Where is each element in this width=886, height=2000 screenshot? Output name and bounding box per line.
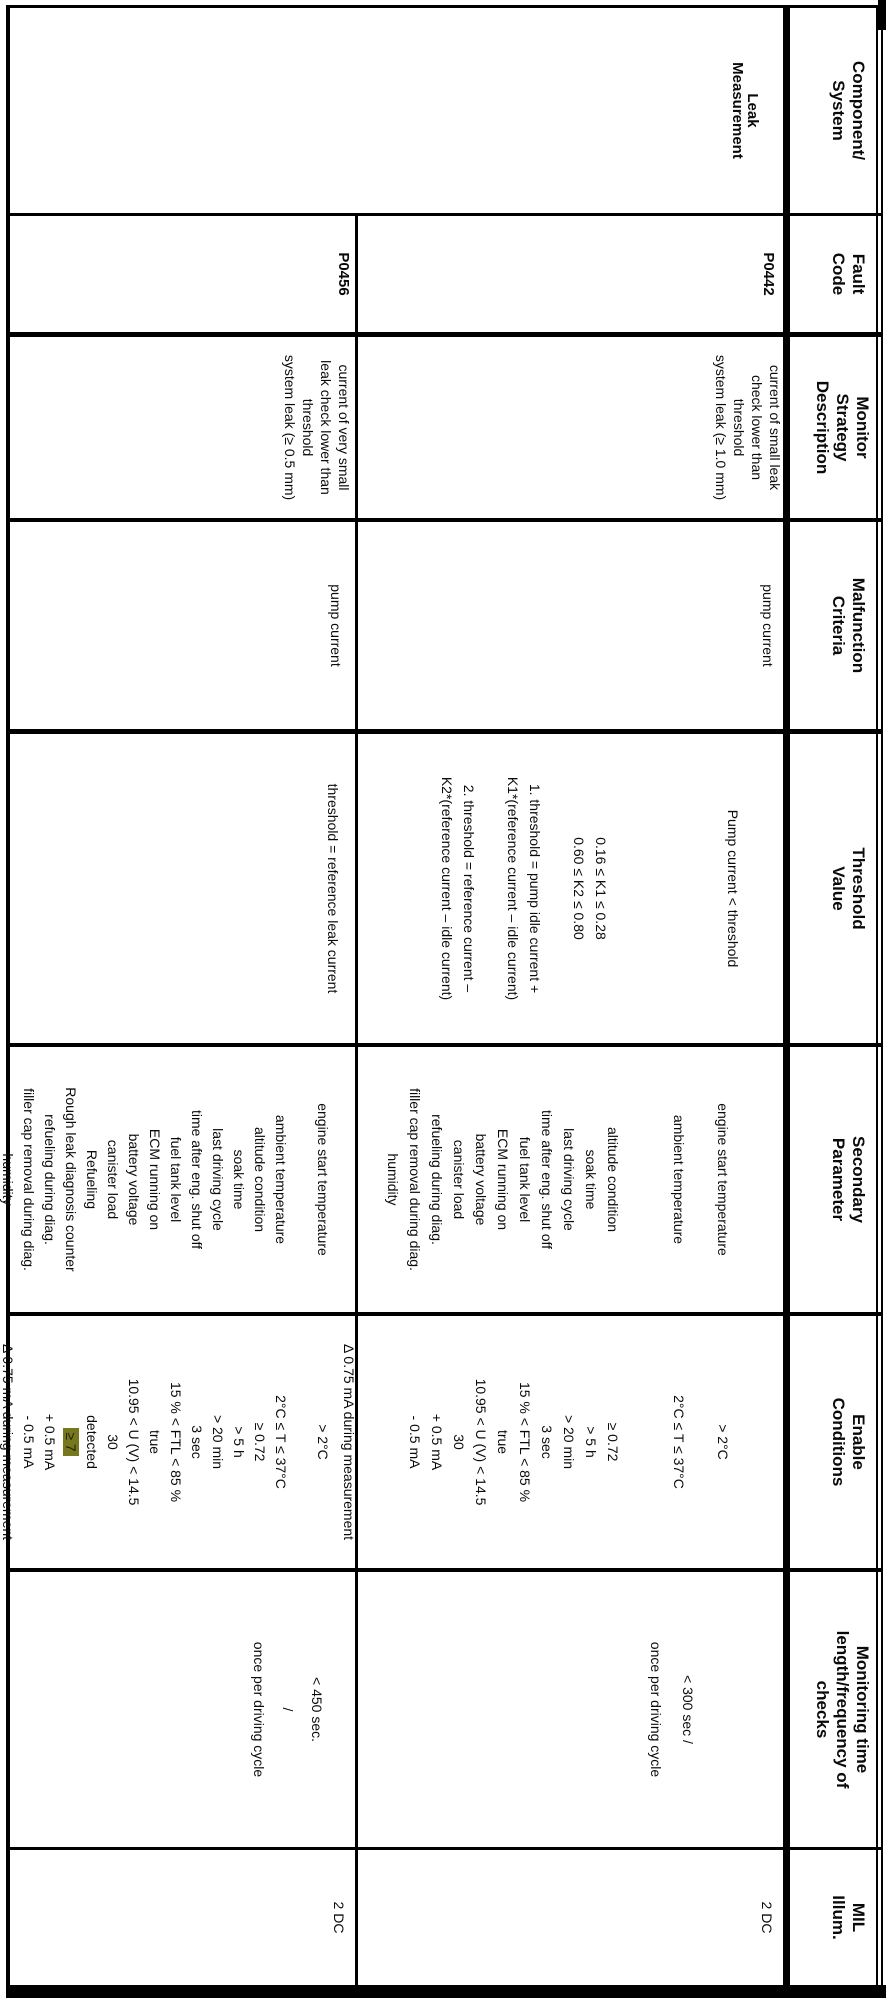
- table-text-line: detected: [84, 1415, 100, 1469]
- table-text-line: < 300 sec /: [680, 1675, 696, 1744]
- table-text-line: Leak: [744, 93, 761, 128]
- table-text-line: Δ 0.75 mA during measurement: [0, 1343, 16, 1541]
- header-row-divider: [783, 5, 790, 1998]
- table-text-line: battery voltage: [126, 1133, 142, 1226]
- cell-p0456-fault-code: P0456: [335, 252, 352, 296]
- cell-component-leak-measurement: [730, 8, 760, 213]
- table-text-line: ambient temperature: [273, 1114, 289, 1245]
- table-text-line: current of small leak: [767, 364, 783, 491]
- table-text-line: [690, 1316, 712, 1568]
- table-text-line: canister load: [105, 1139, 121, 1220]
- table-text-line: > 5 h: [583, 1426, 599, 1458]
- table-text-line: MIL: [849, 1902, 868, 1933]
- table-text-line: battery voltage: [473, 1133, 489, 1226]
- table-text-line: Criteria: [829, 595, 848, 656]
- table-right-border-thick: [6, 1985, 886, 1998]
- table-text-line: ECM running on: [147, 1128, 163, 1231]
- data-row-divider: [355, 213, 358, 1998]
- header-fault-code: [828, 216, 868, 332]
- table-text-line: > 5 h: [231, 1426, 247, 1458]
- table-text-line: time after eng. shut off: [189, 1109, 205, 1250]
- header-monitoring-time: [812, 1572, 872, 1847]
- cell-p0456-monitoring-time: [244, 1572, 331, 1847]
- cell-p0442-monitoring-time: [640, 1572, 704, 1847]
- header-enable-conditions: [828, 1316, 868, 1568]
- table-text-line: 2°C ≤ T ≤ 37°C: [671, 1395, 687, 1489]
- table-text-line: 10.95 < U (V) < 14.5: [126, 1378, 142, 1506]
- table-text-line: system leak (≥ 0.5 mm): [282, 354, 298, 501]
- table-text-line: [690, 1047, 712, 1312]
- header-threshold-value: [828, 734, 868, 1043]
- table-text-line: Fault: [849, 253, 868, 295]
- table-text-line: threshold = reference leak current: [325, 783, 341, 994]
- table-text-line: [656, 734, 678, 1043]
- col-divider-monitoring: [6, 1847, 882, 1850]
- highlighted-value: ≥ 7: [63, 1428, 79, 1455]
- table-text-line: canister load: [451, 1139, 467, 1220]
- table-text-line: Threshold: [849, 847, 868, 930]
- table-text-line: ≥ 0.72: [605, 1422, 621, 1462]
- cell-p0456-monitor-strategy: [281, 337, 353, 518]
- table-text-line: humidity: [0, 1153, 16, 1206]
- cell-p0442-threshold-value: [436, 734, 744, 1043]
- table-text-line: refueling during diag.: [429, 1114, 445, 1245]
- table-text-line: threshold: [731, 398, 747, 457]
- table-text-line: Δ 0.75 mA during measurement: [341, 1343, 357, 1541]
- table-text-line: engine start temperature: [715, 1103, 731, 1256]
- table-text-line: 30: [451, 1434, 467, 1450]
- cell-p0442-fault-code: P0442: [760, 252, 777, 296]
- table-top-border-outer: [881, 5, 883, 1998]
- table-text-line: last driving cycle: [210, 1128, 226, 1231]
- header-malfunction-criteria: [828, 522, 868, 729]
- table-text-line: K1*(reference current – idle current): [505, 776, 521, 1001]
- table-text-line: [291, 1047, 312, 1312]
- table-text-line: filler cap removal during diag.: [21, 1088, 37, 1271]
- table-text-line: humidity: [385, 1153, 401, 1206]
- table-text-line: soak time: [583, 1149, 599, 1210]
- table-text-line: 0.60 ≤ K2 ≤ 0.80: [571, 837, 587, 940]
- table-text-line: check lower than: [749, 374, 765, 481]
- table-text-line: once per driving cycle: [648, 1641, 664, 1778]
- table-bottom-border: [6, 5, 10, 1998]
- cell-p0442-secondary-parameter: [382, 1047, 734, 1312]
- table-text-line: [382, 1316, 404, 1568]
- table-text-line: fuel tank level: [517, 1136, 533, 1223]
- table-text-line: ambient temperature: [671, 1114, 687, 1245]
- col-divider-monitor: [6, 518, 882, 522]
- table-text-line: System: [829, 80, 848, 141]
- table-text-line: Rough leak diagnosis counter: [63, 1087, 79, 1272]
- table-text-line: [646, 1047, 668, 1312]
- table-text-line: filler cap removal during diag.: [407, 1088, 423, 1271]
- table-text-line: /: [280, 1707, 296, 1712]
- table-text-line: > 20 min: [561, 1414, 577, 1470]
- table-text-line: 15 % < FTL < 85 %: [517, 1381, 533, 1503]
- table-text-line: K2*(reference current – idle current): [439, 776, 455, 1001]
- table-text-line: leak check lower than: [318, 360, 334, 495]
- col-divider-enable: [6, 1568, 882, 1572]
- table-text-line: 3 sec: [539, 1425, 555, 1459]
- cell-p0442-malfunction-criteria: pump current: [760, 584, 776, 667]
- cell-p0456-mil: 2 DC: [331, 1901, 347, 1934]
- table-text-line: 3 sec: [189, 1425, 205, 1459]
- table-text-line: last driving cycle: [561, 1128, 577, 1231]
- table-text-line: Monitor: [853, 396, 872, 459]
- table-text-line: Illum.: [829, 1895, 848, 1940]
- table-text-line: ≥ 0.72: [252, 1422, 268, 1462]
- table-text-line: length/frequency of: [833, 1630, 852, 1789]
- table-text-line: Parameter: [829, 1137, 848, 1222]
- table-text-line: Enable: [849, 1414, 868, 1470]
- table-text-line: - 0.5 mA: [21, 1415, 37, 1469]
- table-text-line: [360, 1316, 382, 1568]
- table-text-line: + 0.5 mA: [429, 1413, 445, 1471]
- table-text-line: soak time: [231, 1149, 247, 1210]
- table-text-line: [60, 1316, 81, 1568]
- table-text-line: - 0.5 mA: [407, 1415, 423, 1469]
- table-text-line: Value: [829, 866, 848, 911]
- table-text-line: + 0.5 mA: [42, 1413, 58, 1471]
- table-text-line: Conditions: [829, 1397, 848, 1487]
- header-mil-illum: [828, 1850, 868, 1985]
- table-text-line: threshold: [300, 398, 316, 457]
- table-top-border-inner: [876, 5, 878, 1998]
- cell-p0442-monitor-strategy: [712, 337, 784, 518]
- table-text-line: [700, 734, 722, 1043]
- header-secondary-parameter: [828, 1047, 868, 1312]
- cell-p0442-mil: 2 DC: [759, 1901, 775, 1934]
- table-text-line: [624, 1047, 646, 1312]
- header-component-system: [828, 8, 868, 213]
- table-text-line: Code: [829, 252, 848, 296]
- cell-p0442-enable-conditions: [338, 1316, 734, 1568]
- col-divider-component: [6, 213, 882, 216]
- table-text-line: 2. threshold = reference current –: [461, 784, 477, 993]
- table-text-line: [678, 734, 700, 1043]
- table-text-line: ECM running on: [495, 1128, 511, 1231]
- table-text-line: Measurement: [729, 62, 746, 159]
- cell-p0456-malfunction-criteria: pump current: [328, 584, 344, 667]
- table-text-line: Refueling: [84, 1149, 100, 1210]
- cell-p0456-enable-conditions: [0, 1316, 333, 1568]
- table-text-line: refueling during diag.: [42, 1114, 58, 1245]
- table-text-line: Component/: [849, 60, 868, 161]
- cell-p0456-threshold-value: [323, 734, 342, 1043]
- table-text-line: [291, 1316, 312, 1568]
- table-text-line: system leak (≥ 1.0 mm): [713, 354, 729, 501]
- table-text-line: once per driving cycle: [251, 1641, 267, 1778]
- header-monitor-strategy-description: [812, 337, 872, 518]
- table-text-line: > 2°C: [715, 1424, 731, 1460]
- table-text-line: 15 % < FTL < 85 %: [168, 1381, 184, 1503]
- table-text-line: [646, 1316, 668, 1568]
- table-text-line: checks: [813, 1680, 832, 1739]
- table-text-line: altitude condition: [605, 1126, 621, 1233]
- table-text-line: fuel tank level: [168, 1136, 184, 1223]
- table-text-line: 2°C ≤ T ≤ 37°C: [273, 1395, 289, 1489]
- table-text-line: [634, 734, 656, 1043]
- table-text-line: Strategy: [833, 393, 852, 462]
- table-text-line: true: [495, 1429, 511, 1455]
- table-text-line: [480, 734, 502, 1043]
- table-text-line: 1. threshold = pump idle current +: [527, 783, 543, 994]
- table-text-line: Pump current < threshold: [725, 809, 741, 968]
- table-text-line: altitude condition: [252, 1126, 268, 1233]
- table-text-line: 30: [105, 1434, 121, 1450]
- table-text-line: true: [147, 1429, 163, 1455]
- table-text-line: > 2°C: [315, 1424, 331, 1460]
- table-text-line: engine start temperature: [315, 1103, 331, 1256]
- table-text-line: < 450 sec.: [309, 1677, 325, 1742]
- table-text-line: [546, 734, 568, 1043]
- table-text-line: [624, 1316, 646, 1568]
- table-text-line: Secondary: [849, 1136, 868, 1223]
- table-text-line: current of very small: [336, 364, 352, 491]
- table-text-line: Monitoring time: [853, 1645, 872, 1774]
- cell-p0456-secondary-parameter: [0, 1047, 333, 1312]
- table-text-line: time after eng. shut off: [539, 1109, 555, 1250]
- table-text-line: [612, 734, 634, 1043]
- table-text-line: 10.95 < U (V) < 14.5: [473, 1378, 489, 1506]
- table-text-line: Description: [813, 380, 832, 475]
- table-text-line: 0.16 ≤ K1 ≤ 0.28: [593, 837, 609, 940]
- table-text-line: > 20 min: [210, 1414, 226, 1470]
- table-text-line: Malfunction: [849, 577, 868, 674]
